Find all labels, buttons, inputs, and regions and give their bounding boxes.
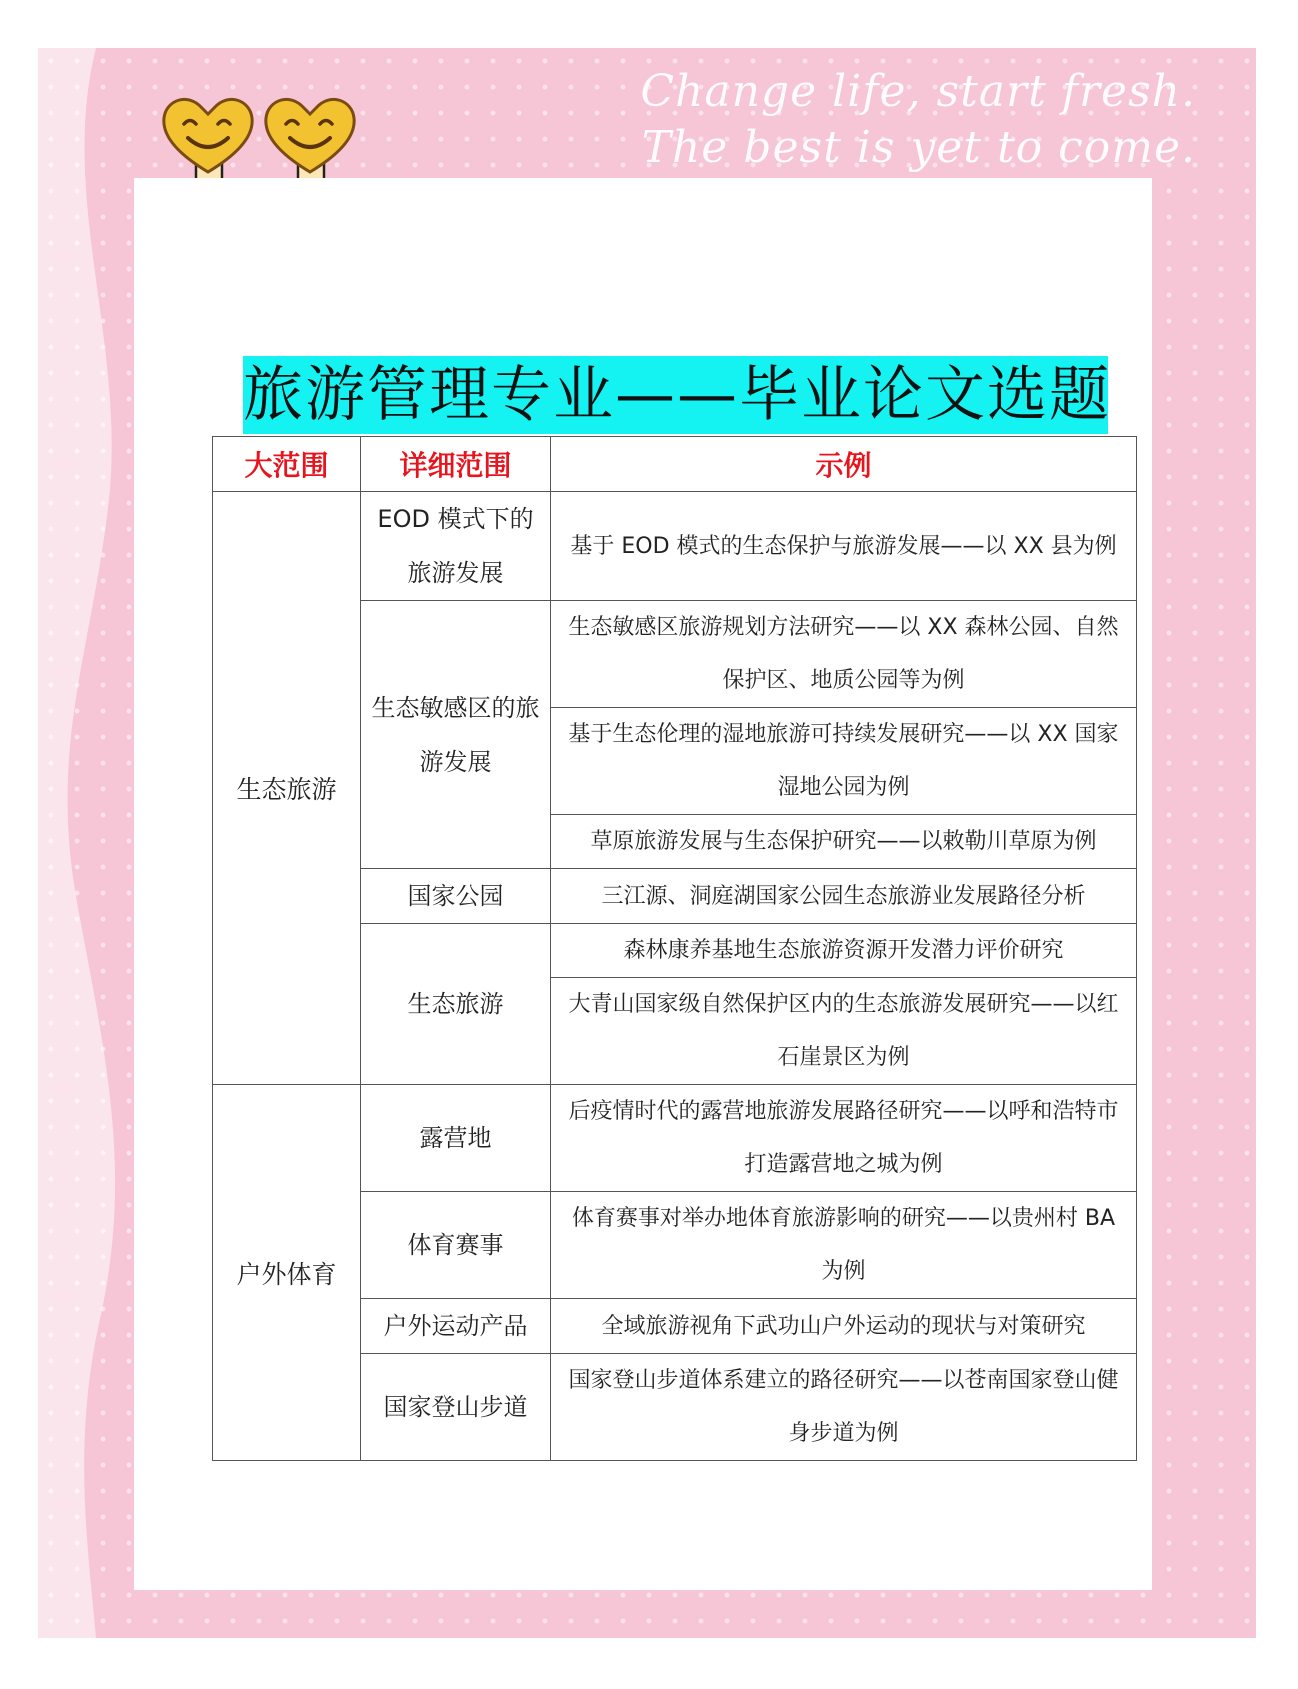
detail-cell: 体育赛事 — [361, 1192, 551, 1299]
wave-decoration — [38, 48, 148, 1638]
detail-cell: 国家公园 — [361, 869, 551, 924]
detail-cell: 生态旅游 — [361, 924, 551, 1085]
category-cell: 户外体育 — [213, 1085, 361, 1461]
table-header-row — [213, 437, 1137, 492]
table-row — [213, 492, 1137, 601]
example-cell: 国家登山步道体系建立的路径研究——以苍南国家登山健身步道为例 — [551, 1354, 1137, 1461]
category-cell: 生态旅游 — [213, 492, 361, 1085]
detail-cell: 露营地 — [361, 1085, 551, 1192]
example-cell: 基于 EOD 模式的生态保护与旅游发展——以 XX 县为例 — [551, 492, 1137, 601]
example-cell: 基于生态伦理的湿地旅游可持续发展研究——以 XX 国家湿地公园为例 — [551, 708, 1137, 815]
example-cell: 大青山国家级自然保护区内的生态旅游发展研究——以红石崖景区为例 — [551, 978, 1137, 1085]
example-cell: 后疫情时代的露营地旅游发展路径研究——以呼和浩特市打造露营地之城为例 — [551, 1085, 1137, 1192]
example-cell: 三江源、洞庭湖国家公园生态旅游业发展路径分析 — [551, 869, 1137, 924]
header-category: 大范围 — [213, 437, 361, 492]
header-example: 示例 — [551, 437, 1137, 492]
detail-cell: EOD 模式下的旅游发展 — [361, 492, 551, 601]
table-row — [213, 1085, 1137, 1192]
page-title: 旅游管理专业——毕业论文选题 — [243, 356, 1108, 434]
detail-cell: 户外运动产品 — [361, 1299, 551, 1354]
slogan-line-2: The best is yet to come. — [641, 122, 1196, 173]
example-cell: 森林康养基地生态旅游资源开发潜力评价研究 — [551, 924, 1137, 978]
detail-cell: 国家登山步道 — [361, 1354, 551, 1461]
slogan-line-1: Change life, start fresh. — [640, 66, 1196, 117]
detail-cell: 生态敏感区的旅游发展 — [361, 601, 551, 869]
topics-table — [212, 436, 1137, 1461]
example-cell: 体育赛事对举办地体育旅游影响的研究——以贵州村 BA 为例 — [551, 1192, 1137, 1299]
header-detail: 详细范围 — [361, 437, 551, 492]
example-cell: 草原旅游发展与生态保护研究——以敕勒川草原为例 — [551, 815, 1137, 869]
example-cell: 生态敏感区旅游规划方法研究——以 XX 森林公园、自然保护区、地质公园等为例 — [551, 601, 1137, 708]
example-cell: 全域旅游视角下武功山户外运动的现状与对策研究 — [551, 1299, 1137, 1354]
